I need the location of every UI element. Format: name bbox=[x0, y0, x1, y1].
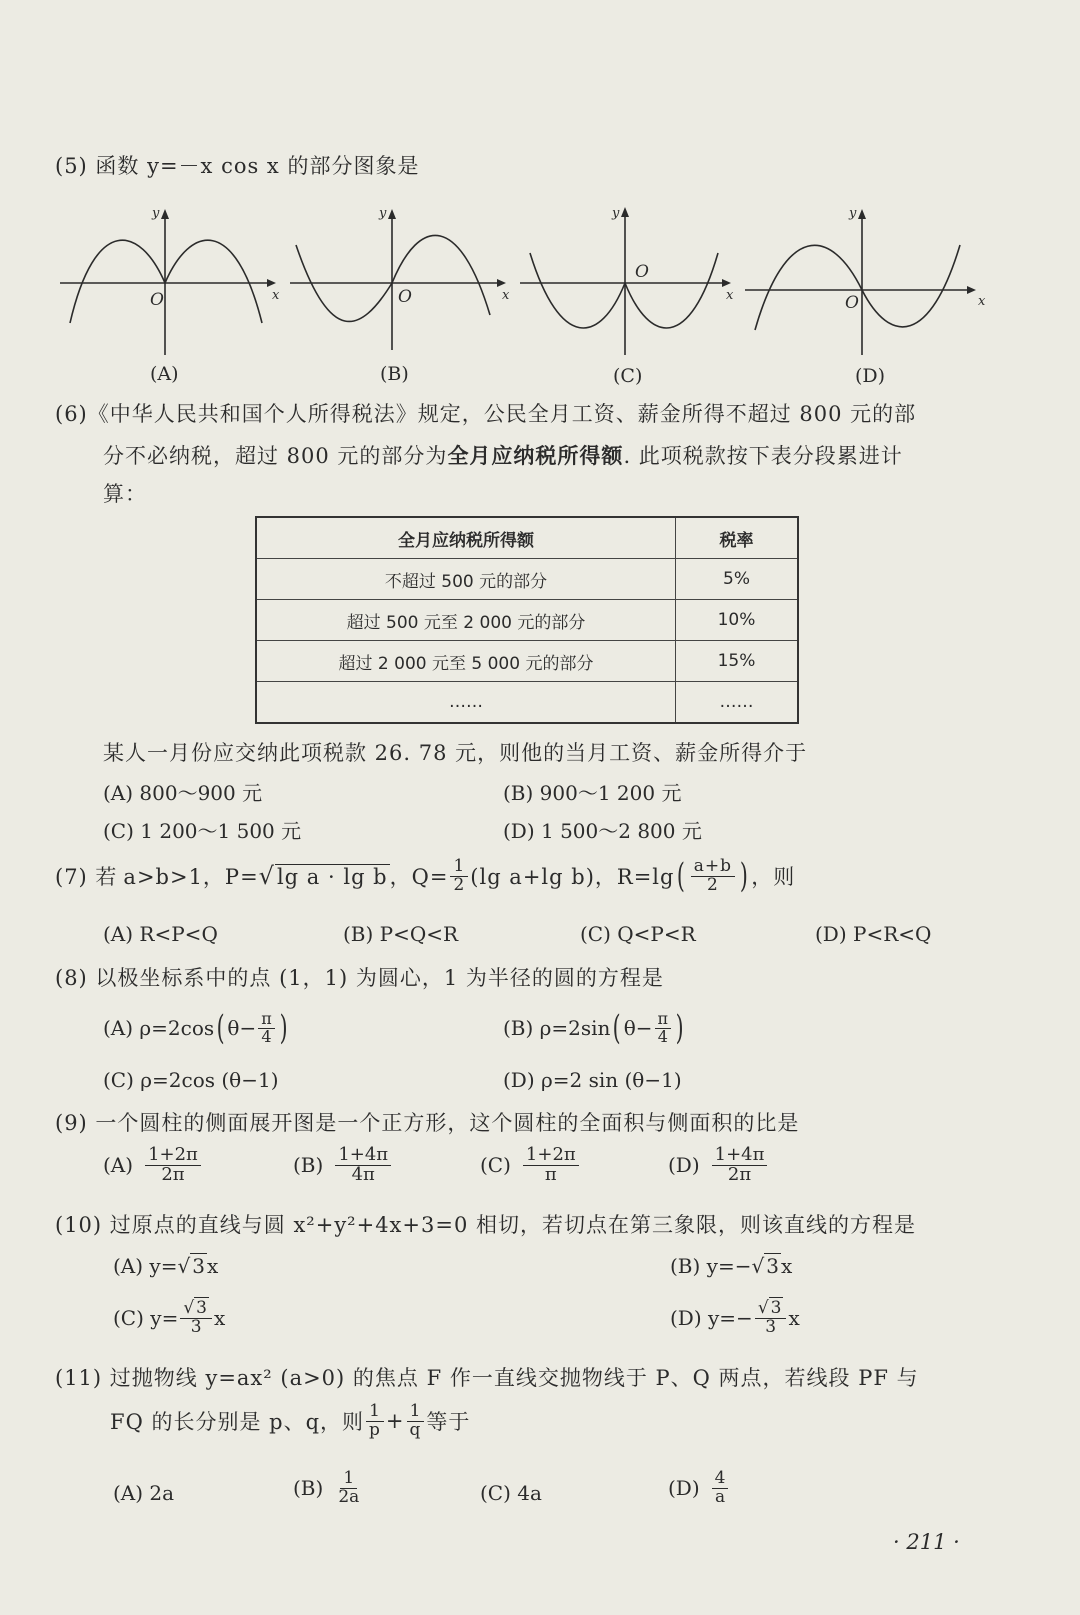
graph-b-origin: O bbox=[398, 287, 412, 307]
graph-b-label: (B) bbox=[380, 363, 409, 385]
table-row bbox=[256, 682, 798, 724]
q8-b-pre: (B) ρ=2sin bbox=[503, 1016, 611, 1040]
q6-line2-a: 分不必纳税，超过 800 元的部分为 bbox=[103, 444, 448, 468]
graph-b-y: y bbox=[379, 206, 387, 221]
table-header-row bbox=[256, 517, 798, 559]
q11-option-a: (A) 2a bbox=[113, 1481, 175, 1505]
q10-a-post: x bbox=[206, 1254, 219, 1278]
q11-p-num: 1 bbox=[366, 1403, 384, 1422]
q6-question: 某人一月份应交纳此项税款 26. 78 元，则他的当月工资、薪金所得介于 bbox=[103, 741, 808, 765]
graph-d-origin: O bbox=[845, 293, 859, 313]
q8-option-c: (C) ρ=2cos (θ−1) bbox=[103, 1068, 279, 1092]
table-cell: 不超过 500 元的部分 bbox=[256, 559, 676, 600]
q8-a-pi: π bbox=[258, 1011, 275, 1029]
table-cell: …… bbox=[676, 682, 799, 724]
q11-b-num: 1 bbox=[340, 1470, 357, 1489]
q11-option-d bbox=[668, 1470, 730, 1507]
graph-a-origin: O bbox=[150, 290, 164, 310]
q10-d-den: 3 bbox=[765, 1316, 777, 1337]
table-row bbox=[256, 600, 798, 641]
graph-d-label: (D) bbox=[855, 365, 886, 387]
q9-d-num: 1+4π bbox=[712, 1146, 768, 1166]
q7-option-d: (D) P<R<Q bbox=[815, 922, 932, 946]
q8-b-theta: θ− bbox=[623, 1016, 653, 1040]
q6-line2-b: . 此项税款按下表分段累进计 bbox=[623, 444, 903, 468]
q10-a-rad: 3 bbox=[192, 1254, 205, 1278]
q9-d-label: (D) bbox=[668, 1153, 700, 1178]
q10-b-pre: (B) y=− bbox=[670, 1254, 752, 1278]
page-number: · 211 · bbox=[893, 1530, 960, 1554]
q7-stem: (7) 若 a>b>1，P= √ lg a · lg b ，Q= $\frac{1}{2}$ (lg a+lg b)，R=lg ( $\frac{a+b}{2}$ ) ，则 bbox=[55, 855, 796, 896]
q11-plus: + bbox=[385, 1409, 405, 1434]
q9-a-num: 1+2π bbox=[145, 1146, 201, 1166]
q9-c-num: 1+2π bbox=[523, 1146, 579, 1166]
q7-cond: a>b>1，P= bbox=[123, 865, 259, 889]
graph-c-x: x bbox=[726, 288, 734, 303]
q9-option-a bbox=[103, 1146, 203, 1185]
q9-b-label: (B) bbox=[293, 1153, 324, 1178]
q7-q-rest: (lg a+lg b)，R=lg bbox=[470, 865, 675, 889]
graph-a-label: (A) bbox=[150, 363, 179, 385]
q10-c-rad: 3 bbox=[196, 1298, 207, 1318]
table-cell: 5% bbox=[676, 559, 799, 600]
table-cell: 15% bbox=[676, 641, 799, 682]
q11-line2 bbox=[110, 1403, 470, 1440]
q11-d-num: 4 bbox=[712, 1470, 729, 1489]
q10-option-d: (D) y=− $\frac{√ 3}{3}$ x bbox=[670, 1298, 800, 1337]
q9-b-num: 1+4π bbox=[335, 1146, 391, 1166]
q8-a-pre: (A) ρ=2cos bbox=[103, 1016, 215, 1040]
q7-half-num: 1 bbox=[450, 858, 468, 877]
graph-c-y: y bbox=[612, 206, 620, 221]
table-header: 全月应纳税所得额 bbox=[256, 517, 676, 559]
q10-c-den: 3 bbox=[190, 1316, 202, 1337]
q9-c-den: π bbox=[544, 1163, 557, 1185]
q10-a-pre: (A) y= bbox=[113, 1254, 178, 1278]
q8-option-d: (D) ρ=2 sin (θ−1) bbox=[503, 1068, 682, 1092]
q8-b-pi: π bbox=[655, 1011, 672, 1029]
q9-stem: (9) 一个圆柱的侧面展开图是一个正方形，这个圆柱的全面积与侧面积的比是 bbox=[55, 1111, 800, 1135]
graph-d-y: y bbox=[849, 206, 857, 221]
tax-table bbox=[255, 516, 799, 724]
q10-b-post: x bbox=[780, 1254, 793, 1278]
q11-q-num: 1 bbox=[407, 1403, 425, 1422]
q7-ab-den: 2 bbox=[706, 874, 719, 895]
q11-line2-post: 等于 bbox=[426, 1410, 471, 1435]
q10-stem: (10) 过原点的直线与圆 x²+y²+4x+3=0 相切，若切点在第三象限，则该直线的方程是 bbox=[55, 1213, 916, 1237]
q10-b-rad: 3 bbox=[766, 1254, 779, 1278]
q6-line1: (6)《中华人民共和国个人所得税法》规定，公民全月工资、薪金所得不超过 800 元的部 bbox=[55, 402, 917, 426]
q5-graphs bbox=[0, 195, 1080, 395]
q9-a-label: (A) bbox=[103, 1153, 134, 1178]
q8-option-b: (B) ρ=2sin ( θ− $\frac{\pi}{4}$ ) bbox=[503, 1008, 684, 1048]
q7-option-c: (C) Q<P<R bbox=[580, 922, 696, 946]
q10-c-pre: (C) y= bbox=[113, 1306, 179, 1331]
q10-d-pre: (D) y=− bbox=[670, 1306, 753, 1331]
q11-p-den: p bbox=[369, 1419, 381, 1440]
q6-line2-bold: 全月应纳税所得额 bbox=[447, 443, 624, 468]
q8-b-four: 4 bbox=[657, 1026, 668, 1046]
q11-option-b bbox=[293, 1470, 364, 1507]
graph-a-y: y bbox=[152, 206, 160, 221]
q7-tail: ，则 bbox=[751, 865, 796, 889]
table-header: 税率 bbox=[676, 517, 799, 559]
graph-b-x: x bbox=[502, 288, 510, 303]
table-row bbox=[256, 641, 798, 682]
q11-line2-pre: FQ 的长分别是 p、q，则 bbox=[110, 1410, 365, 1435]
q6-line2 bbox=[103, 440, 903, 470]
graph-c-label: (C) bbox=[613, 365, 643, 387]
table-cell: 超过 2 000 元至 5 000 元的部分 bbox=[256, 641, 676, 682]
q7-option-a: (A) R<P<Q bbox=[103, 922, 218, 946]
q8-option-a: (A) ρ=2cos ( θ− $\frac{\pi}{4}$ ) bbox=[103, 1008, 288, 1048]
graph-d-x: x bbox=[978, 294, 986, 309]
q10-c-post: x bbox=[214, 1306, 226, 1331]
q9-option-c bbox=[480, 1146, 581, 1185]
q6-option-d: (D) 1 500～2 800 元 bbox=[503, 819, 702, 843]
table-row bbox=[256, 559, 798, 600]
q6-option-b: (B) 900～1 200 元 bbox=[503, 781, 682, 805]
q11-line1: (11) 过抛物线 y=ax² (a>0) 的焦点 F 作一直线交抛物线于 P、Q 两点，若线段 PF 与 bbox=[55, 1366, 919, 1390]
q7-num: (7) 若 bbox=[55, 865, 118, 889]
q6-option-c: (C) 1 200～1 500 元 bbox=[103, 819, 302, 843]
q9-a-den: 2π bbox=[161, 1163, 185, 1185]
q7-q-part: ，Q= bbox=[389, 865, 449, 889]
table-cell: 超过 500 元至 2 000 元的部分 bbox=[256, 600, 676, 641]
q8-a-four: 4 bbox=[261, 1026, 272, 1046]
q8-a-theta: θ− bbox=[227, 1016, 257, 1040]
q6-option-a: (A) 800～900 元 bbox=[103, 781, 263, 805]
q9-option-d bbox=[668, 1146, 769, 1185]
q11-option-c: (C) 4a bbox=[480, 1481, 542, 1505]
q9-d-den: 2π bbox=[727, 1163, 752, 1185]
graph-c-origin: O bbox=[635, 262, 649, 282]
q10-option-b: (B) y=−√ 3 x bbox=[670, 1254, 793, 1278]
q10-d-post: x bbox=[788, 1306, 800, 1331]
q11-b-den: 2a bbox=[338, 1486, 360, 1507]
q11-b-label: (B) bbox=[293, 1476, 324, 1501]
q9-b-den: 4π bbox=[351, 1163, 375, 1185]
q7-option-b: (B) P<Q<R bbox=[343, 922, 459, 946]
q6-line3: 算： bbox=[103, 482, 147, 506]
q11-d-den: a bbox=[714, 1486, 726, 1507]
q8-stem: (8) 以极坐标系中的点 (1，1) 为圆心，1 为半径的圆的方程是 bbox=[55, 966, 664, 990]
q7-half-den: 2 bbox=[453, 874, 466, 895]
q10-d-rad: 3 bbox=[770, 1298, 782, 1318]
q9-c-label: (C) bbox=[480, 1153, 511, 1178]
q7-sqrt: lg a · lg b bbox=[276, 864, 388, 889]
q5-stem: (5) 函数 y=－x cos x 的部分图象是 bbox=[55, 154, 420, 178]
q10-option-a: (A) y=√ 3 x bbox=[113, 1254, 219, 1278]
q9-option-b bbox=[293, 1146, 393, 1185]
graph-a-x: x bbox=[272, 288, 280, 303]
q7-ab-num: a+b bbox=[691, 858, 735, 877]
q10-option-c: (C) y= $\frac{√ 3}{3}$ x bbox=[113, 1298, 226, 1337]
table-cell: …… bbox=[256, 682, 676, 724]
q11-q-den: q bbox=[409, 1419, 422, 1440]
table-cell: 10% bbox=[676, 600, 799, 641]
q11-d-label: (D) bbox=[668, 1476, 700, 1501]
